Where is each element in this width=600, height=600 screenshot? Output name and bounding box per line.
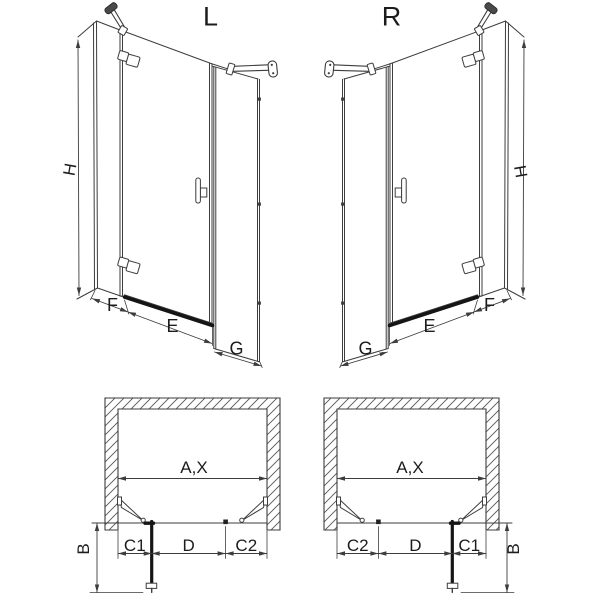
dim-label-g-right: G: [358, 338, 373, 359]
dim-label-g-left: G: [229, 338, 244, 359]
dim-label-d-right: D: [409, 536, 422, 555]
view-label-left: L: [202, 1, 219, 32]
dim-label-height-left: H: [59, 161, 81, 178]
view-label-right: R: [381, 1, 402, 32]
dim-label-c2-left: C2: [235, 536, 258, 555]
plan-walls: [105, 398, 499, 530]
dim-label-e-left: E: [166, 316, 179, 336]
dim-label-c2-right: C2: [346, 536, 369, 555]
labels: [60, 2, 532, 556]
dim-label-b-right: B: [504, 543, 523, 555]
dim-label-f-right: F: [484, 295, 495, 315]
dim-label-c1-right: C1: [458, 536, 481, 555]
dim-label-c1-left: C1: [123, 536, 146, 555]
dim-label-b-left: B: [74, 543, 93, 555]
dim-label-height-right: H: [510, 163, 532, 180]
dim-label-f-left: F: [107, 295, 118, 315]
dim-label-ax-left: A,X: [180, 458, 208, 477]
dim-label-d-left: D: [182, 536, 195, 555]
dim-label-ax-right: A,X: [396, 458, 424, 477]
dim-label-e-right: E: [423, 316, 436, 336]
